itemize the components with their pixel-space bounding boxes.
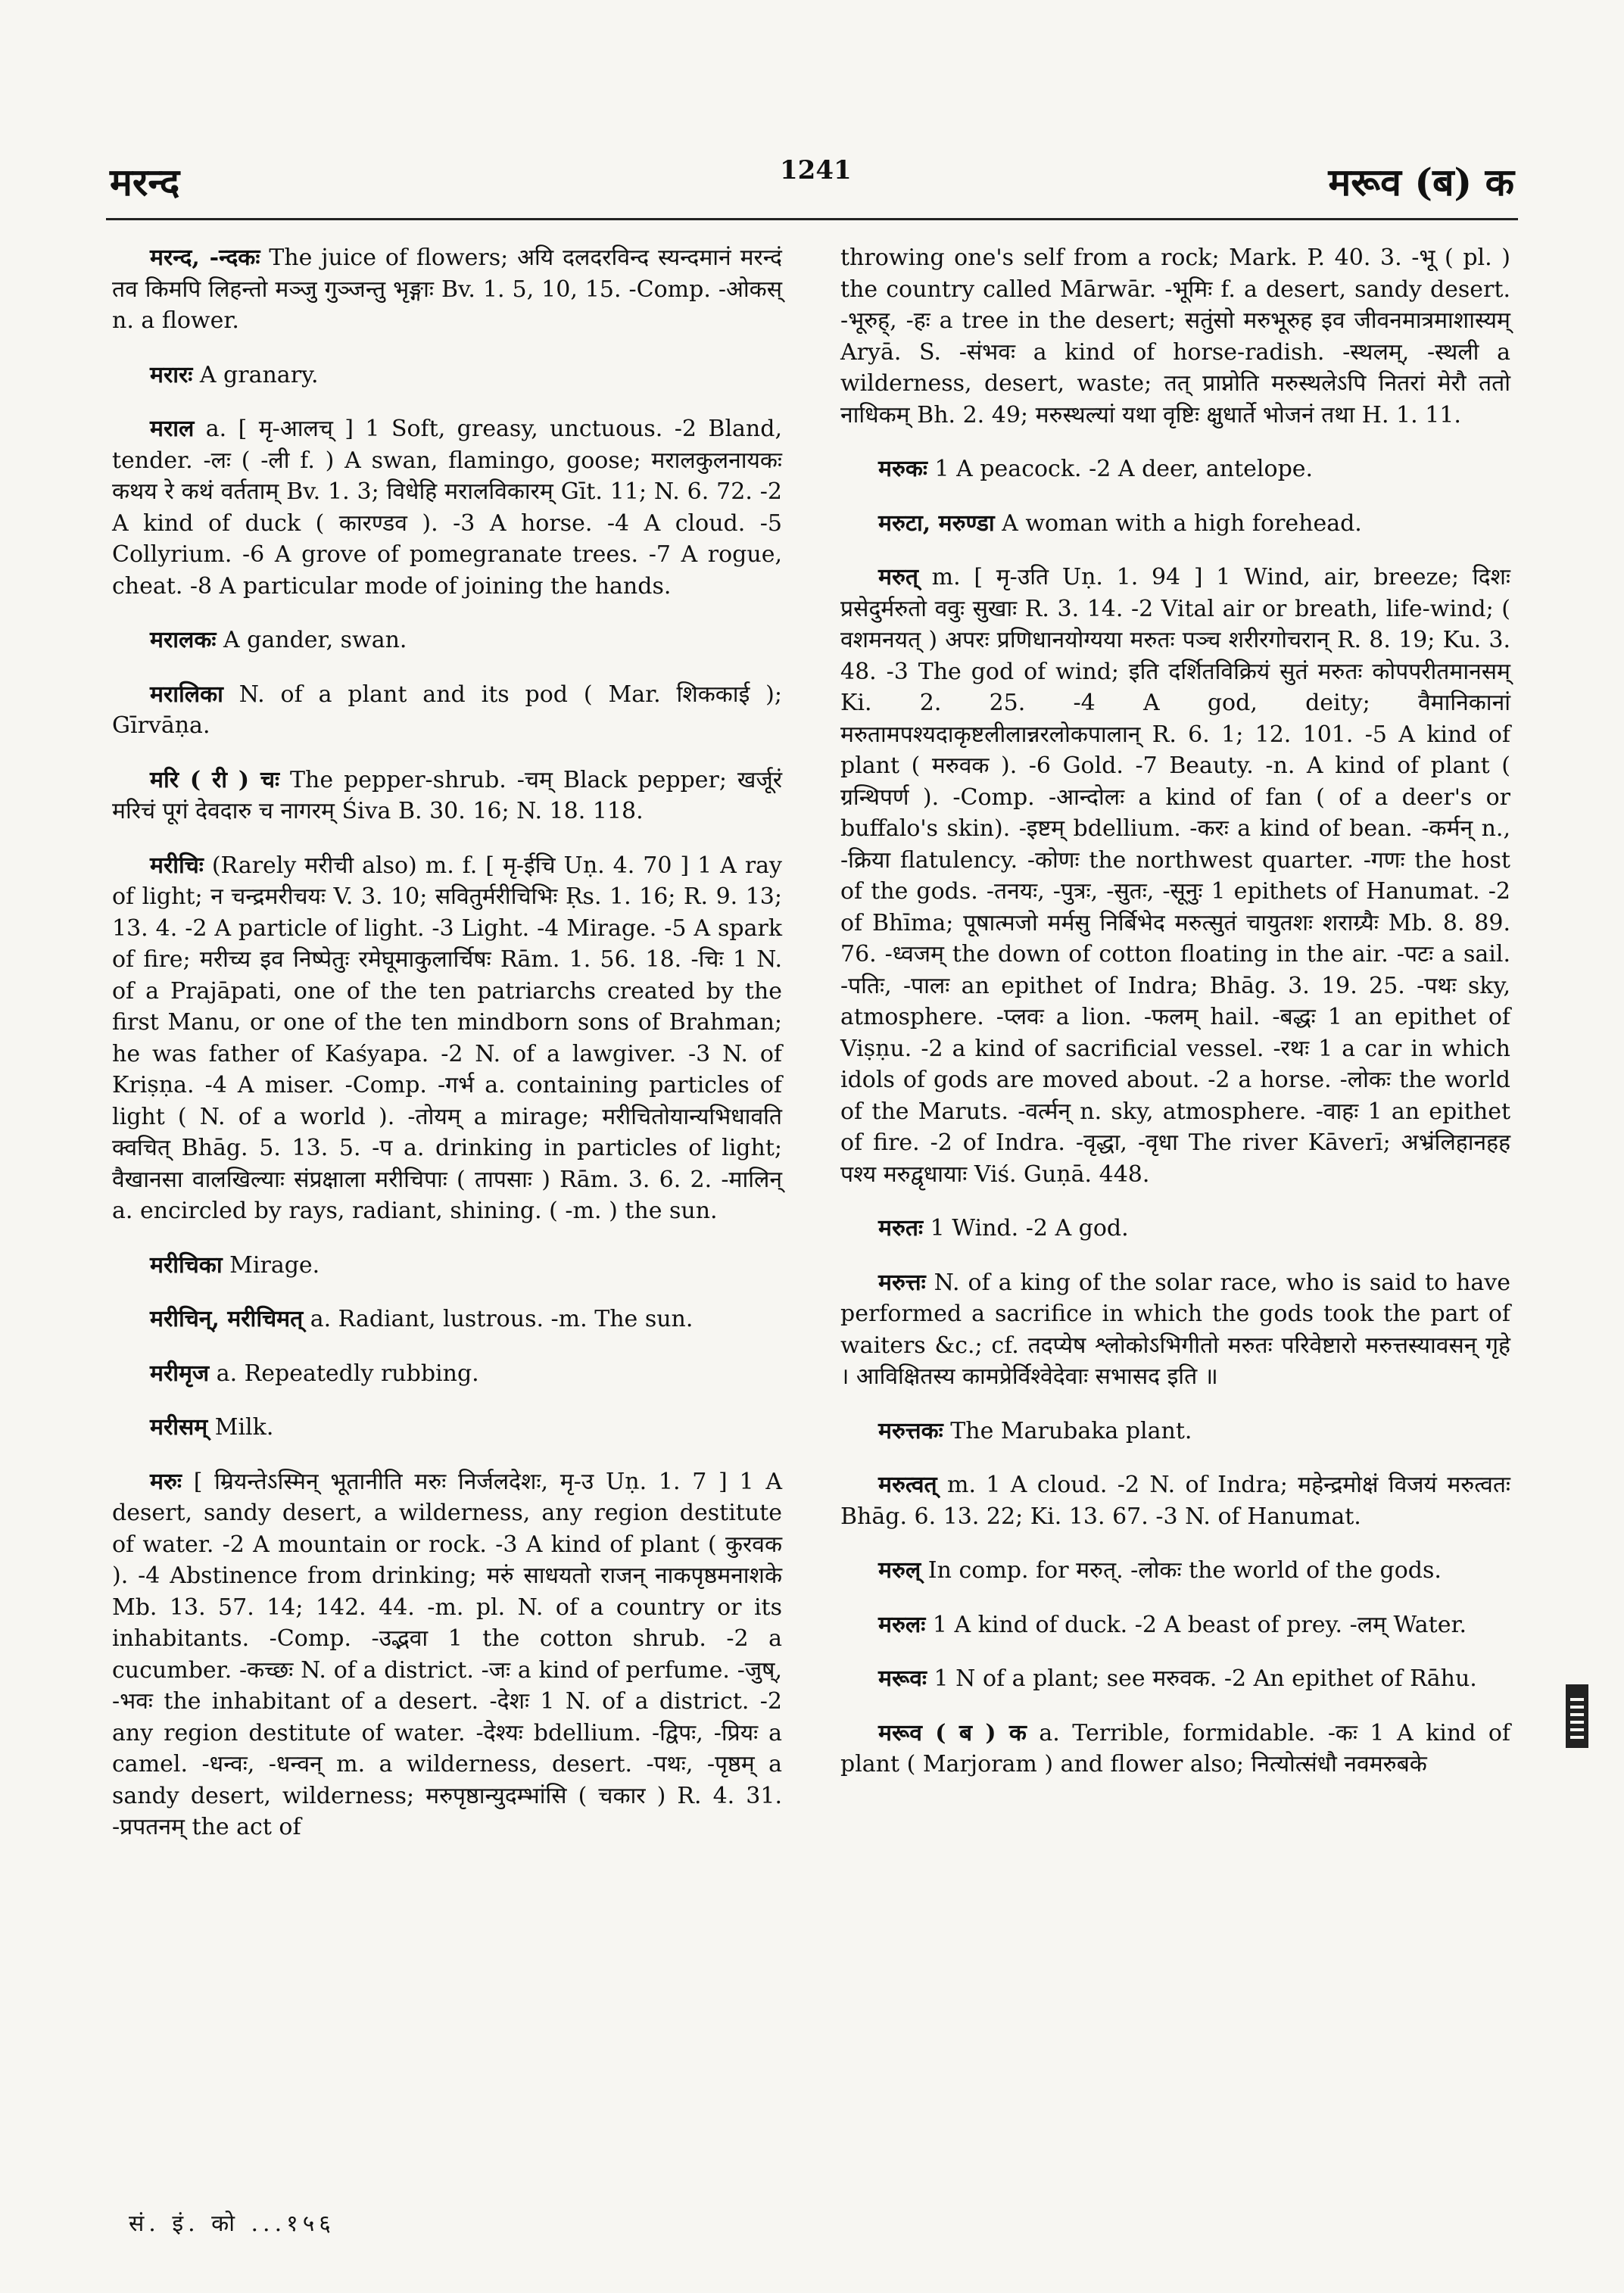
entry-definition: m. [ मृ-उति Uṇ. 1. 94 ] 1 Wind, air, breeze; दिशः प्रसेदुर्मरुतो ववुः सुखाः R. 3. 14. -2 Vital air or breath, life-wind; ( वशमनयत् ) अपरः प्रणिधानयोग्यया मरुतः पञ्च शरीरगोचरान् R. 8. 19; Ku. 3. 48. -3 The god of wind; इति दर्शितविक्रियं सुतं मरुतः कोपपरीतमानसम् Ki. 2. 25. -4 A god, deity; वैमानिकानां मरुतामपश्यदाकृष्टलीलान्नरलोकपालान् R. 6. 1; 12. 101. -5 A kind of plant ( मरुवक ). -6 Gold. -7 Beauty. -n. A kind of plant ( ग्रन्थिपर्ण ). -Comp. -आन्दोलः a kind of fan ( of a deer's or buffalo's skin). -इष्टम् bdellium. -करः a kind of bean. -कर्मन् n., -क्रिया flatulency. -कोणः the northwest quarter. -गणः the host of the gods. -तनयः, -पुत्रः, -सुतः, -सूनुः 1 epithets of Hanumat. -2 of Bhīma; पूषात्मजो मर्मसु निर्बिभेद मरुत्सुतं चायुतशः शराग्र्यैः Mb. 8. 89. 76. -ध्वजम् the down of cotton floating in the air. -पटः a sail. -पतिः, -पालः an epithet of Indra; Bhāg. 3. 19. 25. -पथः sky, atmosphere. -प्लवः a lion. -फलम् hail. -बद्धः 1 an epithet of Viṣṇu. -2 a kind of sacrificial vessel. -रथः 1 a car in which idols of gods are moved about. -2 a horse. -लोकः the world of the Maruts. -वर्त्मन् n. sky, atmosphere. -वाहः 1 an epithet of fire. -2 of Indra. -वृद्धा, -वृधा The river Kāverī; अभ्रंलिहानहह पश्य मरुद्वृधायाः Viś. Guṇā. 448.	[840, 564, 1510, 1188]
dictionary-entry	[840, 1609, 1510, 1641]
entry-definition: The Marubaka plant.	[943, 1417, 1192, 1444]
entry-definition: m. 1 A cloud. -2 N. of Indra; महेन्द्रमोक्षं विजयं मरुत्वतः Bhāg. 6. 13. 22; Ki. 13. 67. -3 N. of Hanumat.	[840, 1472, 1510, 1530]
entry-definition: 1 Wind. -2 A god.	[923, 1215, 1129, 1242]
entry-definition: a. Radiant, lustrous. -m. The sun.	[303, 1306, 694, 1332]
dictionary-entry	[112, 1412, 782, 1444]
entry-headword: मरुत्	[878, 564, 918, 590]
dictionary-entry	[112, 679, 782, 742]
entry-definition: N. of a plant and its pod ( Mar. शिककाई ); Gīrvāṇa.	[112, 681, 782, 739]
entry-headword: मराल	[150, 416, 195, 442]
header-rule	[106, 218, 1518, 220]
entry-definition: A gander, swan.	[216, 627, 407, 653]
left-column	[112, 242, 782, 1866]
entry-headword: मरुत्वत्	[878, 1472, 937, 1498]
entry-headword: मरीसम्	[150, 1414, 208, 1441]
entry-definition: 1 A peacock. -2 A deer, antelope.	[927, 456, 1314, 482]
entry-headword: मरीमृज	[150, 1360, 210, 1387]
entry-definition: Mirage.	[222, 1251, 320, 1279]
dictionary-entry	[840, 1663, 1510, 1695]
dictionary-entry	[112, 1304, 782, 1335]
entry-headword: मरालिका	[150, 681, 223, 708]
entry-headword: मरूव ( ब ) क	[878, 1719, 1027, 1746]
entry-definition: The pepper-shrub. -चम् Black pepper; खर्जूरं मरिचं पूगं देवदारु च नागरम् Śiva B. 30. 16; N. 18. 118.	[112, 766, 782, 824]
dictionary-entry	[840, 1416, 1510, 1447]
dictionary-entry	[840, 562, 1510, 1190]
entry-definition: The juice of flowers; अयि दलदरविन्द स्यन्दमानं मरन्दं तव किमपि लिहन्तो मञ्जु गुञ्जन्तु भृङ्गाः Bv. 1. 5, 10, 15. -Comp. -ओकस् n. a flower.	[112, 245, 782, 334]
dictionary-entry	[112, 850, 782, 1227]
dictionary-entry	[112, 765, 782, 827]
dictionary-entry	[112, 1358, 782, 1390]
entry-definition: A granary.	[192, 361, 319, 388]
entry-definition: In comp. for मरुत्. -लोकः the world of the gods.	[921, 1557, 1442, 1584]
dictionary-entry	[112, 625, 782, 656]
entry-headword: मरीचिन्, मरीचिमत्	[150, 1306, 304, 1332]
entry-definition: a. [ मृ-आलच् ] 1 Soft, greasy, unctuous. -2 Bland, tender. -लः ( -ली f. ) A swan, flamingo, goose; मरालकुलनायकः कथय रे कथं वर्तताम् Bv. 1. 3; विधेहि मरालविकारम् Gīt. 11; N. 6. 72. -2 A kind of duck ( कारण्डव ). -3 A horse. -4 A cloud. -5 Collyrium. -6 A grove of pomegranate trees. -7 A rogue, cheat. -8 A particular mode of joining the hands.	[112, 416, 782, 600]
dictionary-entry	[840, 453, 1510, 485]
footer-signature: सं. इं. को ...१५६	[129, 2210, 335, 2237]
dictionary-entry	[840, 1213, 1510, 1245]
entry-definition: N. of a king of the solar race, who is said to have performed a sacrifice in which the gods took the part of waiters &c.; cf. तदप्येष श्लोकोऽभिगीतो मरुतः परिवेष्टारो मरुत्तस्यावसन् गृहे । आविक्षितस्य कामप्रेर्विश्वेदेवाः सभासद इति ॥	[840, 1269, 1510, 1390]
right-column	[840, 242, 1510, 1803]
entry-headword: मरुकः	[878, 456, 927, 482]
dictionary-entry	[112, 413, 782, 602]
continued-entry: throwing one's self from a rock; Mark. P. 40. 3. -भू ( pl. ) the country called Mārwār. -भूमिः f. a desert, sandy desert. -भूरुह्, -हः a tree in the desert; सतुंसो मरुभूरुह इव जीवनमात्रमाशास्यम् Aryā. S. -संभवः a kind of horse-radish. -स्थलम्, -स्थली a wilderness, desert, waste; तत् प्राप्नोति मरुस्थलेऽपि नितरां मेरौ ततो नाधिकम् Bh. 2. 49; मरुस्थल्यां यथा वृष्टिः क्षुधार्ते भोजनं तथा H. 1. 11.	[840, 245, 1510, 428]
dictionary-entry	[112, 1250, 782, 1282]
dictionary-entry	[840, 1267, 1510, 1393]
entry-definition: 1 A kind of duck. -2 A beast of prey. -लम् Water.	[925, 1611, 1467, 1638]
entry-definition: a. Repeatedly rubbing.	[209, 1360, 479, 1387]
entry-headword: मरुटा, मरुण्डा	[878, 509, 995, 537]
entry-headword: मरुत्तः	[878, 1269, 926, 1296]
entry-headword: मरुत्तकः	[878, 1417, 943, 1444]
entry-headword: मरीचिका	[150, 1251, 223, 1279]
entry-headword: मरुलः	[878, 1611, 926, 1638]
header-right-guide-word: मरूव (ब) क	[1328, 160, 1514, 204]
page-number: 1241	[780, 155, 852, 185]
entry-definition: a. Terrible, formidable. -कः 1 A kind of plant ( Marjoram ) and flower also; नित्योत्संधौ नवमरुबके	[840, 1719, 1510, 1777]
entry-definition: 1 N of a plant; see मरुवक. -2 An epithet of Rāhu.	[927, 1665, 1477, 1692]
header-left-guide-word: मरन्द	[110, 160, 180, 204]
entry-headword: मरीचिः	[150, 852, 204, 879]
entry-definition: [ म्रियन्तेऽस्मिन् भूतानीति मरुः निर्जलदेशः, मृ-उ Uṇ. 1. 7 ] 1 A desert, sandy desert, a wilderness, any region destitute of water. -2 A mountain or rock. -3 A kind of plant ( कुरवक ). -4 Abstinence from drinking; मरुं साधयतो राजन् नाकपृष्ठमनाशके Mb. 13. 57. 14; 142. 44. -m. pl. N. of a country or its inhabitants. -Comp. -उद्भवा 1 the cotton shrub. -2 a cucumber. -कच्छः N. of a district. -जः a kind of perfume. -जुष्, -भवः the inhabitant of a desert. -देशः 1 N. of a district. -2 any region destitute of water. -देश्यः bdellium. -द्विपः, -प्रियः a camel. -धन्वः, -धन्वन् m. a wilderness, desert. -पथः, -पृष्ठम् a sandy desert, wilderness; मरुपृष्ठान्युदम्भांसि ( चकार ) R. 4. 31. -प्रपतनम् the act of	[112, 1468, 782, 1840]
entry-headword: मरालकः	[150, 627, 217, 653]
dictionary-entry	[112, 360, 782, 391]
entry-headword: मरुतः	[878, 1215, 924, 1242]
dictionary-entry	[112, 1466, 782, 1843]
entry-headword: मरारः	[150, 361, 193, 388]
entry-headword: मरि ( री ) चः	[150, 766, 280, 793]
dictionary-entry	[840, 1555, 1510, 1587]
entry-definition: (Rarely मरीची also) m. f. [ मृ-ईचि Uṇ. 4. 70 ] 1 A ray of light; न चन्द्रमरीचयः V. 3. 10; सवितुर्मरीचिभिः Ṛs. 1. 16; R. 9. 13; 13. 4. -2 A particle of light. -3 Light. -4 Mirage. -5 A spark of fire; मरीच्य इव निष्पेतुः रमेघूमाकुलार्चिषः Rām. 1. 56. 18. -चिः 1 N. of a Prajāpati, one of the ten patriarchs created by the first Manu, or one of the ten mindborn sons of Brahman; he was father of Kaśyapa. -2 N. of a lawgiver. -3 N. of Kriṣṇa. -4 A miser. -Comp. -गर्भ a. containing particles of light ( N. of a world ). -तोयम् a mirage; मरीचितोयान्यभिधावति क्वचित् Bhāg. 5. 13. 5. -प a. drinking in particles of light; वैखानसा वालखिल्याः संप्रक्षाला मरीचिपाः ( तापसाः ) Rām. 3. 6. 2. -मालिन् a. encircled by rays, radiant, shining. ( -m. ) the sun.	[112, 852, 782, 1224]
dictionary-entry	[840, 1718, 1510, 1781]
entry-headword: मरुः	[150, 1468, 182, 1495]
entry-headword: मरुल्	[878, 1557, 921, 1584]
thumb-index-tab	[1566, 1684, 1588, 1748]
entry-definition: A woman with a high forehead.	[994, 509, 1362, 537]
dictionary-entry	[840, 508, 1510, 540]
entry-definition: Milk.	[207, 1414, 274, 1441]
entry-headword: मरूवः	[878, 1665, 927, 1692]
entry-headword: मरन्द, -न्दकः	[150, 245, 260, 271]
dictionary-entry	[840, 1469, 1510, 1532]
dictionary-entry	[112, 242, 782, 337]
